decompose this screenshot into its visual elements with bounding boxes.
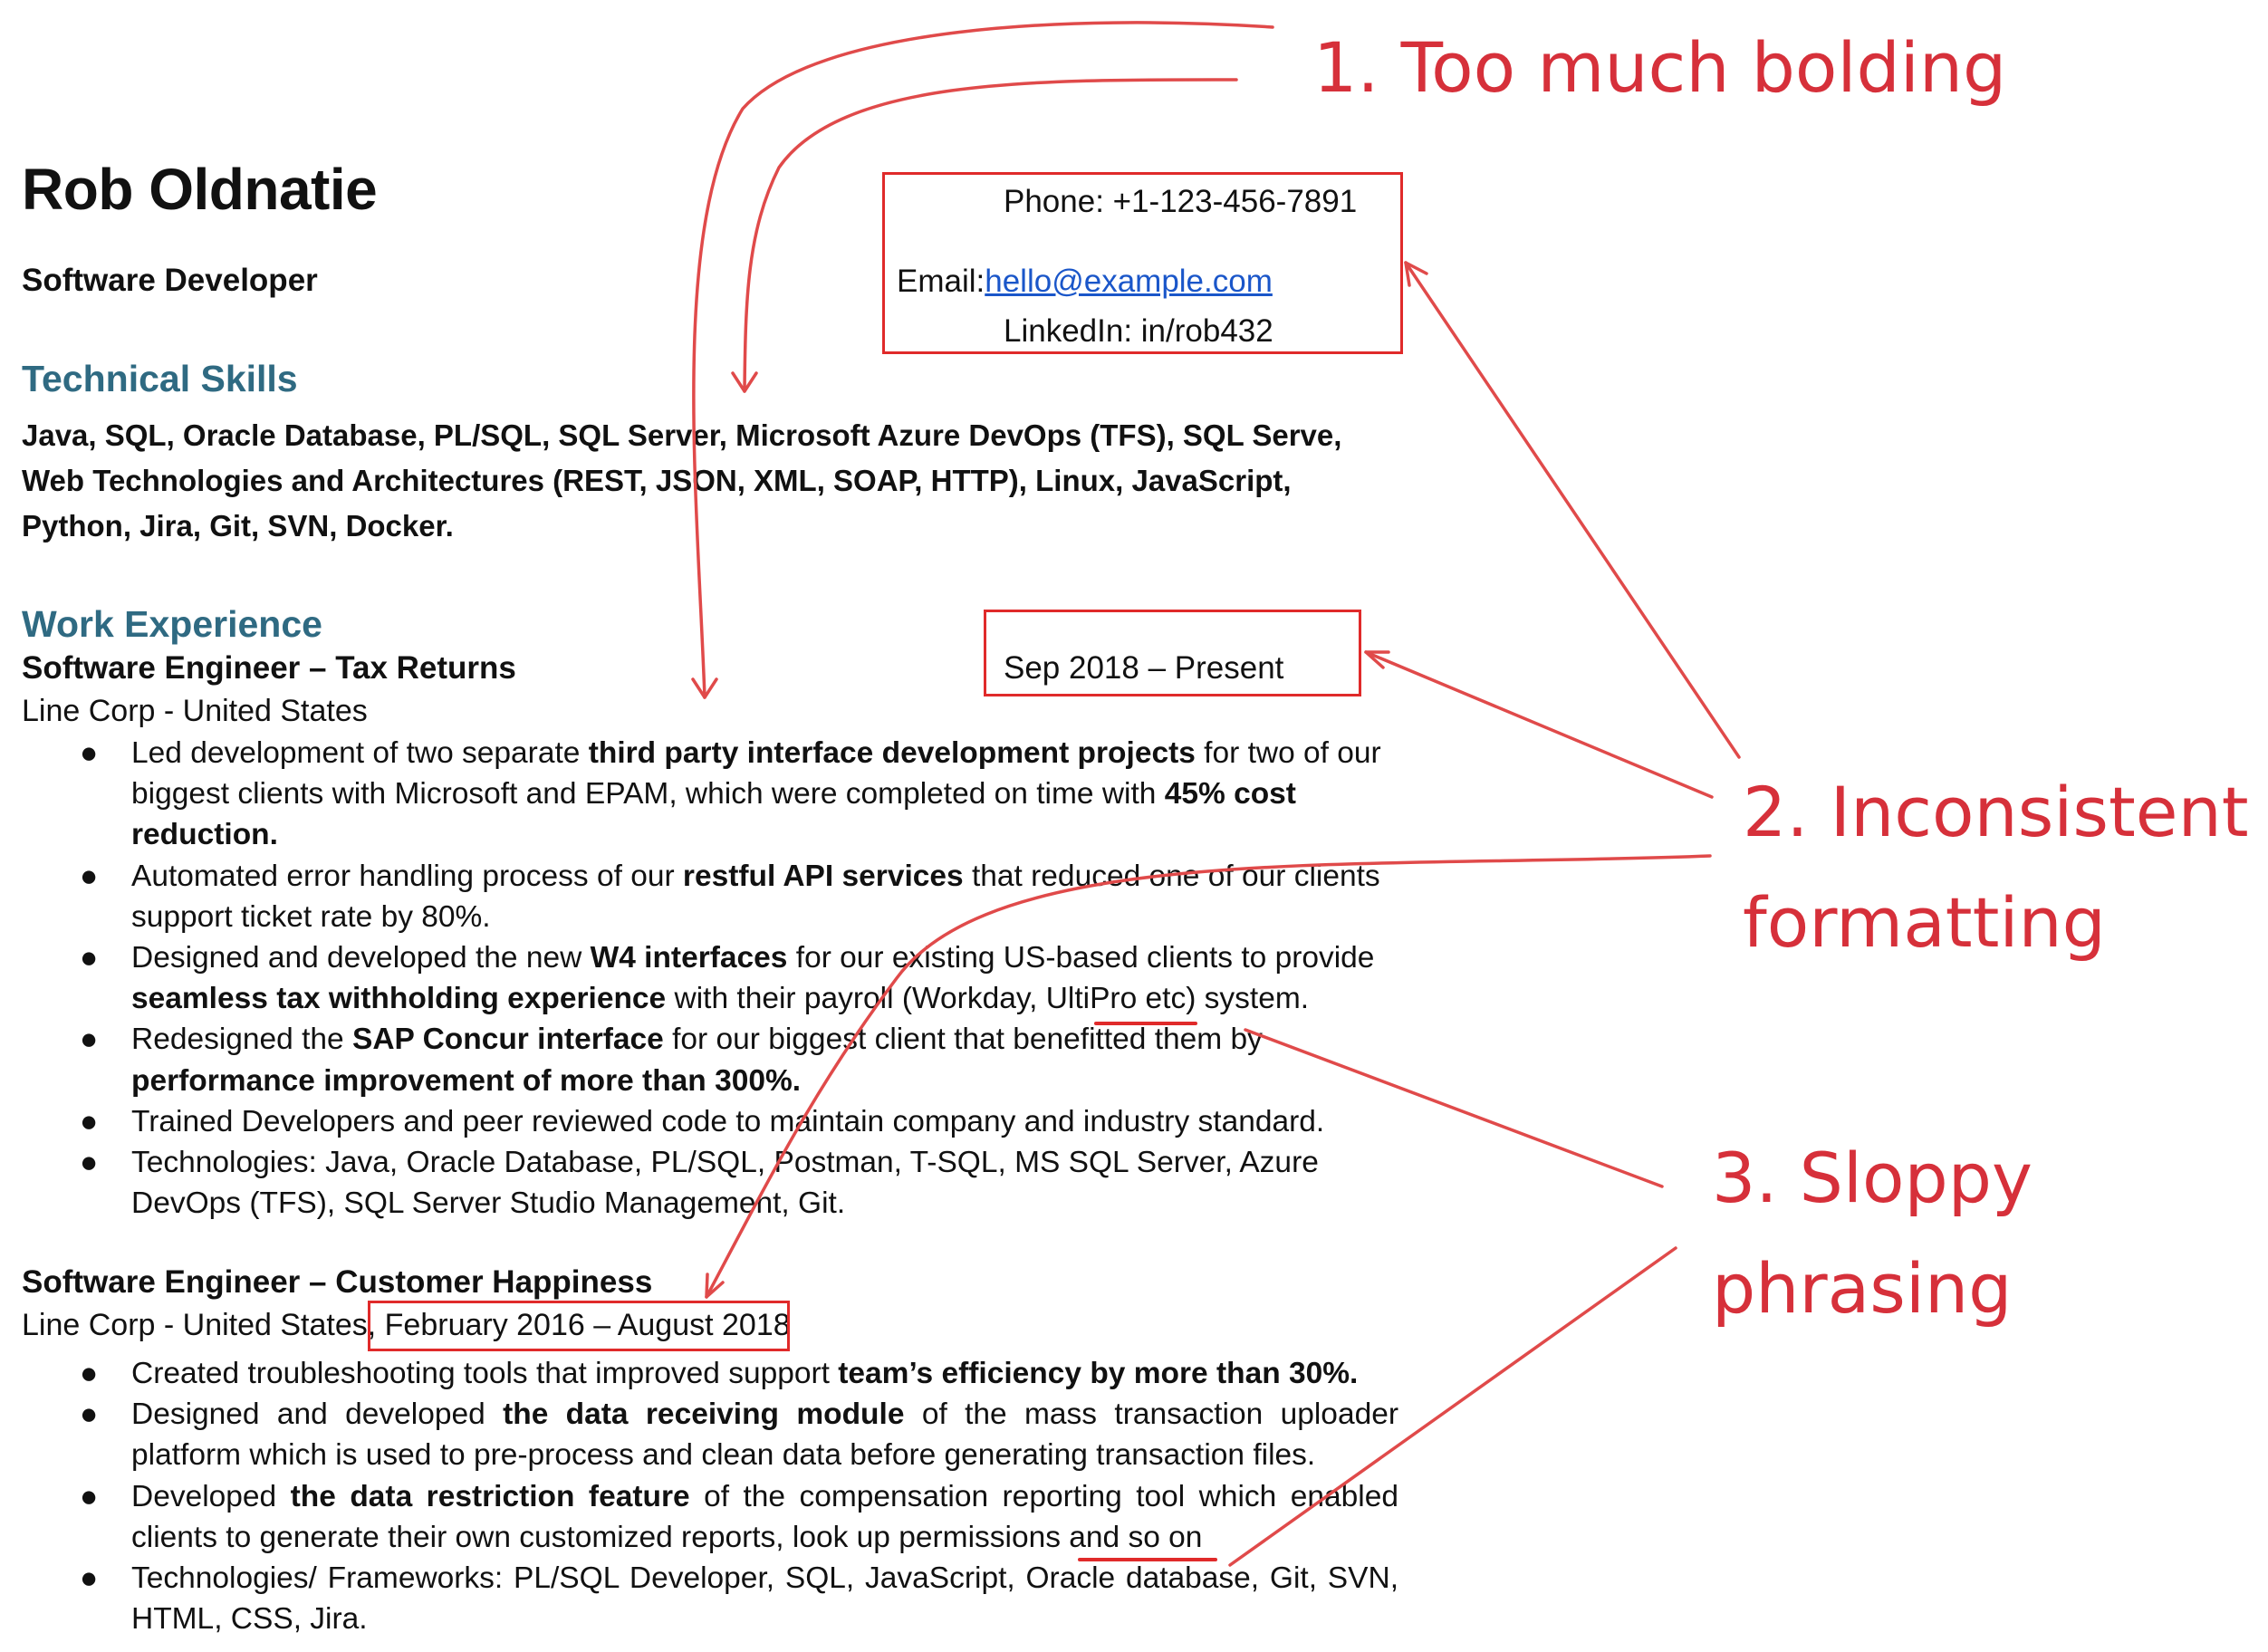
bold-phrase: 45% cost reduction. (131, 777, 1296, 852)
bullet-text: Created troubleshooting tools that improved support (131, 1357, 839, 1390)
bullet-text: for two of our biggest clients with Microsoft and EPAM, which were completed on time with (131, 736, 1381, 812)
bullet-text: Trained Developers and peer reviewed code to maintain company and industry standard. (131, 1104, 1325, 1138)
job-company: Line Corp - United States (22, 694, 368, 728)
email-link[interactable]: hello@example.com (985, 264, 1273, 299)
job-title: Software Engineer – Customer Happiness (22, 1264, 653, 1300)
resume-name: Rob Oldnatie (22, 157, 378, 222)
bullet-text: Developed (131, 1479, 291, 1513)
bold-phrase: team’s efficiency by more than 30%. (838, 1357, 1359, 1390)
annotation-inconsistent-formatting (1743, 757, 2249, 978)
contact-linkedin: LinkedIn: in/rob432 (1004, 313, 1273, 349)
bullet-text: for our biggest client that benefitted them by (663, 1023, 1263, 1057)
job-company: Line Corp - United States, (22, 1308, 377, 1342)
annotation-too-much-bolding: 1. Too much bolding (1313, 27, 2007, 108)
annotation-line: formatting (1743, 882, 2106, 963)
skills-heading: Technical Skills (22, 358, 298, 399)
bullet-dot-icon: ● (80, 1357, 99, 1390)
job-dates: Sep 2018 – Present (1004, 650, 1284, 686)
bullet-text: Led development of two separate (131, 736, 589, 770)
bullet-text: Automated error handling process of our (131, 859, 683, 893)
bold-phrase: third party interface development projects (588, 736, 1196, 770)
bullet-text: of the mass transaction uploader platform which is used to pre-process and clean data before generating transaction files. (131, 1397, 1398, 1473)
bullet-text: that reduced one of our clients support ticket rate by 80%. (131, 859, 1380, 934)
bullet-dot-icon: ● (80, 1146, 99, 1180)
bullet-text: Designed and developed (131, 1397, 504, 1432)
bullet-text: for our existing US-based clients to provide (787, 941, 1375, 975)
annotation-line: phrasing (1712, 1248, 2013, 1329)
job-dates: February 2016 – August 2018 (384, 1308, 791, 1342)
bullet-dot-icon: ● (80, 1561, 99, 1596)
bold-phrase: performance improvement of more than 300%. (131, 1063, 802, 1098)
bullet-text: Technologies: Java, Oracle Database, PL/SQL, Postman, T-SQL, MS SQL Server, Azure DevOps (TFS), SQL Server Studio Management, Git. (131, 1146, 1319, 1221)
bold-phrase: restful API services (682, 859, 964, 893)
bullet-text: Designed and developed the new (131, 941, 591, 975)
bullet-text: Redesigned the (131, 1023, 352, 1057)
experience-heading: Work Experience (22, 603, 322, 645)
bullet-dot-icon: ● (80, 1023, 99, 1057)
annotation-line: 2. Inconsistent (1743, 772, 2249, 852)
bullet-dot-icon: ● (80, 1479, 99, 1513)
bullet-dot-icon: ● (80, 859, 99, 893)
annotation-sloppy-phrasing (1712, 1123, 2033, 1344)
job-title: Software Engineer – Tax Returns (22, 650, 516, 686)
bullet-dot-icon: ● (80, 736, 99, 770)
bullet-text: Technologies/ Frameworks: PL/SQL Developer, SQL, JavaScript, Oracle database, Git, SVN, HTML, CSS, Jira. (131, 1561, 1398, 1637)
bullet-text: of the compensation reporting tool which enabled clients to generate their own customized reports, look up permissions and so on (131, 1479, 1398, 1554)
email-label: Email: (897, 264, 985, 299)
bold-phrase: the data receiving module (503, 1397, 905, 1432)
bold-phrase: seamless tax withholding experience (131, 982, 667, 1016)
bullet-dot-icon: ● (80, 941, 99, 975)
resume-title: Software Developer (22, 263, 318, 298)
bold-phrase: SAP Concur interface (352, 1023, 664, 1057)
skills-list: Java, SQL, Oracle Database, PL/SQL, SQL Server, Microsoft Azure DevOps (TFS), SQL Serve, Web Technologies and Architectures (REST, JSON, XML, SOAP, HTTP), Linux, JavaScript, Python, Jira, Git, SVN, Docker. (22, 418, 1342, 543)
bold-phrase: W4 interfaces (590, 941, 788, 975)
bullet-text: with their payroll (Workday, UltiPro etc) system. (666, 982, 1310, 1016)
bullet-dot-icon: ● (80, 1397, 99, 1432)
bullet-dot-icon: ● (80, 1104, 99, 1138)
annotation-line: 3. Sloppy (1712, 1138, 2033, 1218)
contact-phone: Phone: +1-123-456-7891 (1004, 184, 1358, 219)
bold-phrase: the data restriction feature (290, 1479, 690, 1513)
